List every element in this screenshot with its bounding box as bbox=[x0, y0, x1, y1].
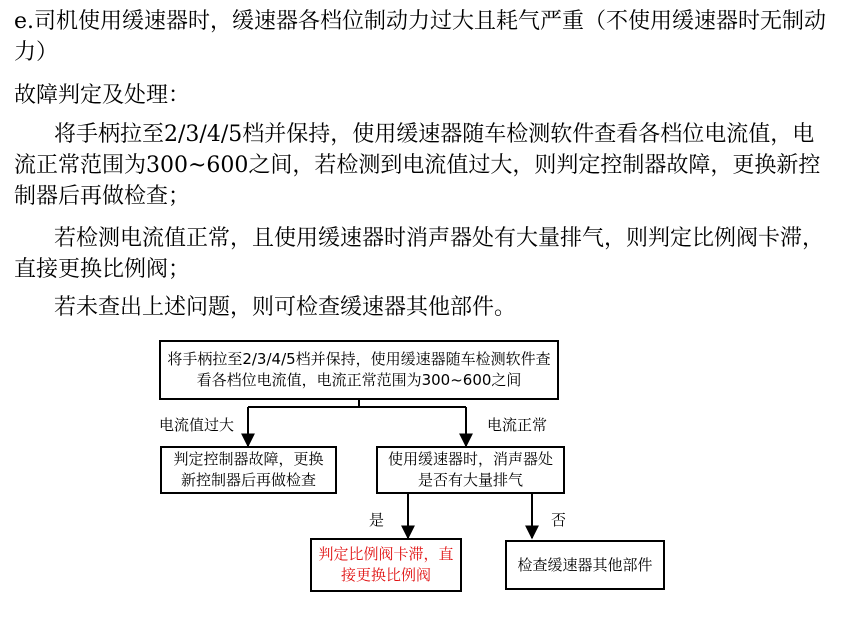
section-label: 故障判定及处理： bbox=[14, 83, 191, 108]
flow-step-exhaust-check bbox=[376, 446, 565, 494]
flow-step-check-current-text: 将手柄拉至2/3/4/5档并保持，使用缓速器随车检测软件查看各档位电流值，电流正常范围为300~600之间 bbox=[167, 350, 551, 389]
branch-label-overcurrent: 电流值过大 bbox=[159, 416, 235, 434]
flow-step-check-other-parts bbox=[505, 540, 665, 590]
flow-step-controller-fault-text: 判定控制器故障，更换新控制器后再做检查 bbox=[173, 450, 324, 489]
paragraph-2: 若检测电流值正常，且使用缓速器时消声器处有大量排气，则判定比例阀卡滞，直接更换比例阀； bbox=[14, 226, 825, 282]
flow-step-check-current bbox=[159, 340, 559, 400]
flow-step-check-other-parts-text: 检查缓速器其他部件 bbox=[517, 555, 653, 574]
paragraph-3: 若未查出上述问题，则可检查缓速器其他部件。 bbox=[54, 295, 517, 320]
paragraph-1: 将手柄拉至2/3/4/5档并保持，使用缓速器随车检测软件查看各档位电流值，电流正常范围为300~600之间，若检测到电流值过大，则判定控制器故障，更换新控制器后再做检查； bbox=[14, 122, 821, 209]
branch-label-no: 否 bbox=[551, 511, 567, 529]
branch-label-normal: 电流正常 bbox=[487, 416, 548, 434]
flow-step-controller-fault bbox=[160, 446, 337, 494]
flow-step-exhaust-check-text: 使用缓速器时，消声器处是否有大量排气 bbox=[387, 450, 553, 489]
flow-step-replace-valve bbox=[310, 538, 462, 592]
fault-heading: e.司机使用缓速器时，缓速器各档位制动力过大且耗气严重（不使用缓速器时无制动力） bbox=[14, 9, 827, 65]
branch-label-yes: 是 bbox=[369, 511, 385, 529]
flow-step-replace-valve-text: 判定比例阀卡滞，直接更换比例阀 bbox=[318, 545, 454, 584]
